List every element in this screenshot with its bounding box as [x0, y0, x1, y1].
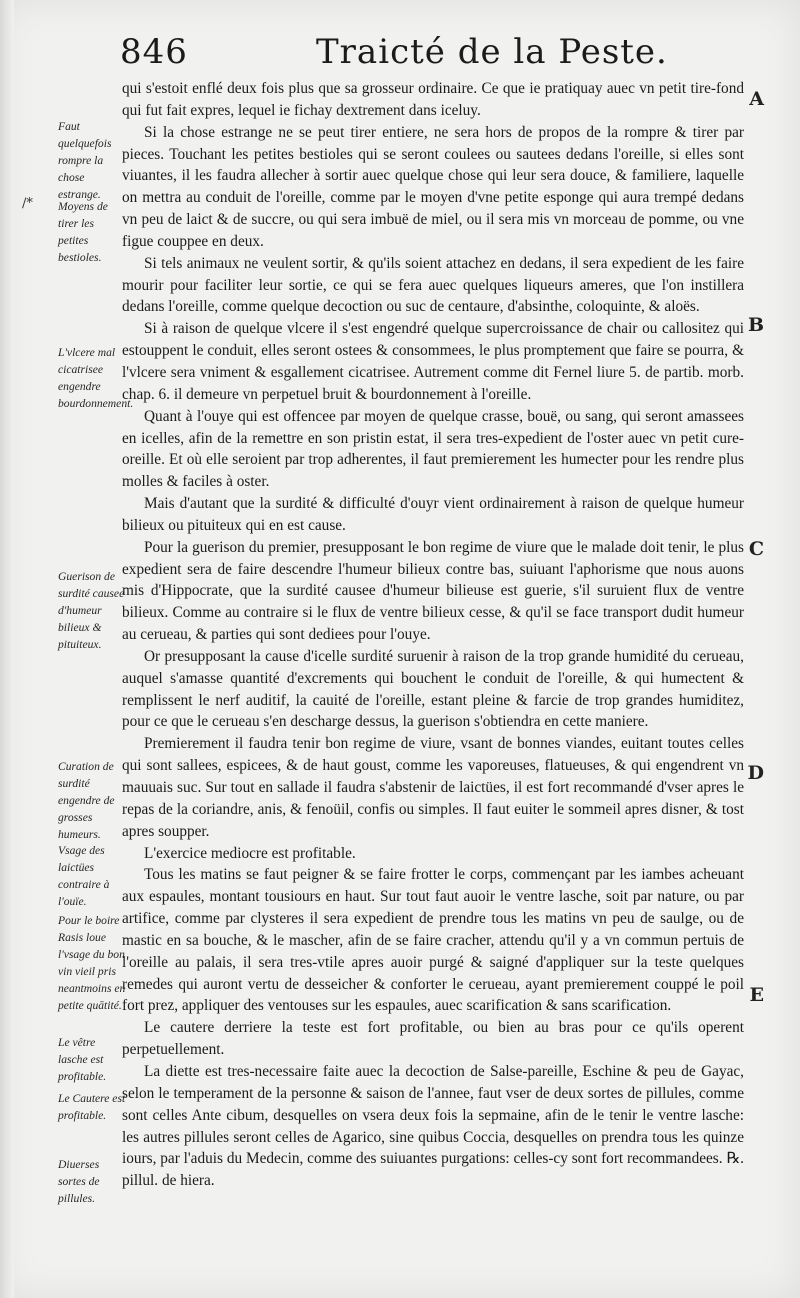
margin-note: Le vêtre lasche est profitable.: [58, 1036, 107, 1083]
margin-note: Guerison de surdité causee d'humeur bilieux & pituiteux.: [58, 570, 125, 651]
page-edge-shadow: [0, 0, 14, 1298]
paragraph: qui s'estoit enflé deux fois plus que sa grosseur ordinaire. Ce que ie pratiquay auec vn petit tire-fond qui fut fait expres, lequel ie fichay dextrement dans iceluy.: [122, 80, 744, 119]
main-text: [122, 78, 744, 1192]
paragraph: Pour la guerison du premier, presupposant le bon regime de viure que le malade doit tenir, le plus expedient sera de faire descendre l'humeur bilieux contre bas, suiuant l'aphorisme que nous auons mis d'Hippocrate, que la surdité causee d'humeur bilieuse est guerie, s'il suruient flux de ventre bilieux. Comme au contraire si le flux de ventre bilieux cesse, & qu'il se face transport dudit humeur au cerueau, & parties qui sont dediees pour l'ouye.: [122, 538, 744, 644]
paragraph: La diette est tres-necessaire faite auec la decoction de Salse-pareille, Eschine & peu de Gayac, selon le temperament de la personne & saison de l'annee, faut vser de deux sortes de pillules, comme sont celles Ante cibum, desquelles on vsera deux fois la sepmaine, afin de le tenir le ventre lasche: les autres pillules seront celles de Agarico, sine quibus Coccia, desquelles on prendra tous les quinze iours, par l'aduis du Medecin, comme des suiuantes purgations: celles-cy sont fort recommandees. ℞. pillul. de hiera.: [122, 1062, 744, 1190]
margin-stray-mark: /*: [22, 196, 33, 211]
margin-note: Faut quelquefois rompre la chose estrange.: [58, 120, 112, 201]
paragraph: Or presupposant la cause d'icelle surdité suruenir à raison de la trop grande humidité du cerueau, auquel s'amasse quantité d'excrements qui bouchent le conduit de l'oreille, & qui humectent & remplissent le nerf auditif, la cauité de l'oreille, estant pleine & farcie de trop grandes humiditez, pour ce que le cerueau s'en descharge dessus, la guerison s'obtiendra en cette maniere.: [122, 647, 744, 731]
paragraph: Premierement il faudra tenir bon regime de viure, vsant de bonnes viandes, euitant toutes celles qui sont sallees, espicees, & de haut goust, comme les vaporeuses, flatueuses, & qui engendrent vn mauuais suc. Sur tout en sallade il faudra s'abstenir de laictües, il est fort recommandé d'vser apres le repas de la coriandre, anis, & fenoüil, confis ou simples. Il faut euiter le sommeil apres disner, & tost apres soupper.: [122, 735, 744, 840]
running-title: Traicté de la Peste.: [316, 32, 668, 72]
section-letter: E: [749, 984, 764, 1006]
margin-note: Le Cautere est profitable.: [58, 1092, 126, 1122]
paragraph: Si à raison de quelque vlcere il s'est engendré quelque supercroissance de chair ou callositez qui estouppent le conduit, elles seront ostees & consommees, le plus promptement que faire se pourra, & l'vlcere sera vniment & esgallement cicatrisee. Autrement comme dit Fernel liure 5. de partib. morb. chap. 6. il demeure vn perpetuel bruit & bourdonnement à l'oreille.: [122, 320, 744, 403]
paragraph: Si la chose estrange ne se peut tirer entiere, ne sera hors de propos de la rompre & tirer par pieces. Touchant les petites bestioles qui se seront coulees ou sautees dedans l'oreille, si elles sont viuantes, il les faudra allecher à sortir auec quelque chose qui leur sera douce, & familiere, laquelle on mettra au conduit de l'oreille, comme par le moyen d'vne petite esponge qui aura trempé dedans vn peu de laict & de succre, ou qui sera imbuë de miel, ou il sera mis vn morceau de pomme, ou vne figue couppee en deux.: [122, 123, 744, 250]
paragraph: Si tels animaux ne veulent sortir, & qu'ils soient attachez en dedans, il sera expedient de les faire mourir pour faciliter leur sortie, ce qui se fera auec quelques liqueurs ameres, que l'on instillera dedans l'oreille, comme quelque decoction ou suc de centaure, d'absinthe, coloquinte, & aloës.: [122, 254, 744, 316]
paragraph: Le cautere derriere la teste est fort profitable, ou bien au bras pour ce qu'ils operent perpetuellement.: [122, 1019, 744, 1059]
margin-note: Vsage des laictües contraire à l'ouïe.: [58, 844, 110, 908]
section-letter: B: [747, 314, 764, 336]
paragraph: L'exercice mediocre est profitable.: [144, 844, 356, 862]
page-number: 846: [120, 32, 188, 72]
paragraph: Quant à l'ouye qui est offencee par moyen de quelque crasse, bouë, ou sang, qui seront amassees en icelles, afin de la remettre en son pristin estat, il sera tres-expedient de l'oster auec vn petit cure-oreille. Et où elle seroient par trop adherentes, il faut premierement les humecter pour les rendre plus molles & faciles à oster.: [122, 407, 744, 491]
margin-note: Curation de surdité engendre de grosses humeurs.: [58, 760, 115, 841]
page-header: [120, 32, 760, 78]
margin-note: Moyens de tirer les petites bestioles.: [58, 200, 108, 264]
paragraph: Mais d'autant que la surdité & difficulté d'ouyr vient ordinairement à raison de quelque humeur bilieux ou pituiteux qui en est cause.: [122, 495, 744, 534]
paragraph: Tous les matins se faut peigner & se faire frotter le corps, commençant par les iambes acheuant aux espaules, montant tousiours en haut. Sur tout faut auoir le ventre lasche, soit par nature, ou par artifice, comme par clysteres il sera expedient de prendre tous les matins vn peu de saulge, ou de mastic en sa bouche, & le mascher, afin de se faire cracher, attendu qu'il y a vn commun pertuis de l'oreille au palais, il sera tres-vtile apres auoir purgé & saigné d'appliquer sur la teste quelques remedes qui auront vertu de desseicher & conforter le cerueau, ayant premierement couppé le poil fort prez, appliquer des ventouses sur les espaules, auec scarification & sans scarification.: [122, 866, 744, 1015]
section-letter: A: [749, 88, 764, 110]
margin-note: L'vlcere mal cicatrisee engendre bourdonnement.: [58, 346, 134, 410]
margin-note: Diuerses sortes de pillules.: [58, 1158, 100, 1205]
section-letter: C: [748, 538, 764, 560]
margin-note: Pour le boire Rasis loue l'vsage du bon vin vieil pris neantmoins en petite quātité.: [58, 914, 126, 1012]
section-letter: D: [747, 762, 764, 784]
